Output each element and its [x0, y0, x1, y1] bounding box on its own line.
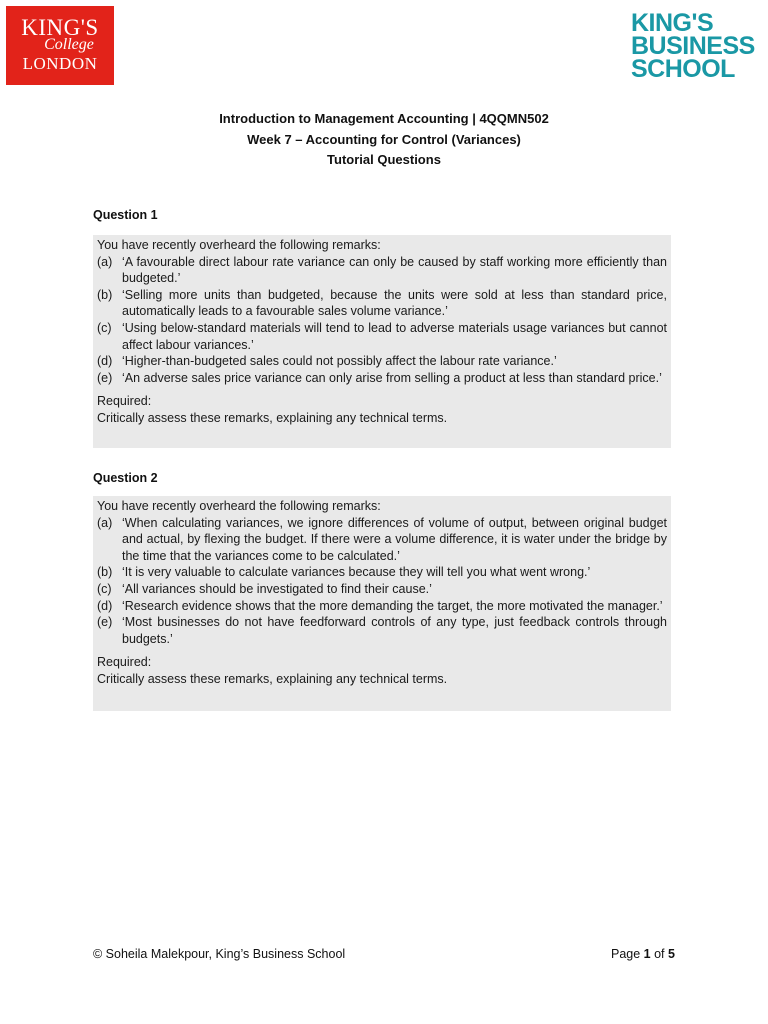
- question-1-required-heading: Required:: [97, 394, 152, 409]
- question-2-title: Question 2: [93, 471, 158, 485]
- question-2-item-e: [97, 614, 667, 647]
- item-text: ‘Using below-standard materials will tend to lead to adverse materials usage variances but cannot affect labour variances.’: [122, 320, 667, 352]
- question-1-item-c: [97, 320, 667, 353]
- question-2-item-b: [97, 564, 667, 581]
- kbs-logo-line2: BUSINESS: [631, 32, 755, 60]
- question-1-title: Question 1: [93, 208, 158, 222]
- item-text: ‘An adverse sales price variance can only arise from selling a product at less than standard price.’: [122, 370, 662, 385]
- question-2-intro: You have recently overheard the following remarks:: [97, 499, 381, 513]
- kcl-logo-line1: KING'S: [21, 15, 99, 40]
- kcl-logo-line3: LONDON: [22, 54, 98, 73]
- question-2-required-heading: Required:: [97, 655, 152, 670]
- item-text: ‘A favourable direct labour rate variance can only be caused by staff working more efficiently than budgeted.’: [122, 254, 667, 286]
- item-text: ‘When calculating variances, we ignore differences of volume of output, between original budget and actual, by flexing the budget. If there were a volume difference, it is water under the bridge by the time that the variances come to be calculated.’: [122, 515, 667, 563]
- item-label: (c): [97, 320, 112, 335]
- document-subtitle: Tutorial Questions: [327, 152, 441, 167]
- item-label: (b): [97, 565, 113, 580]
- question-2-item-a: [97, 515, 667, 565]
- item-text: ‘It is very valuable to calculate variances because they will tell you what went wrong.’: [122, 565, 591, 580]
- item-label: (d): [97, 598, 113, 613]
- question-1-item-a: [97, 254, 667, 287]
- item-label: (a): [97, 515, 113, 530]
- course-title: Introduction to Management Accounting | 4QQMN502: [219, 111, 549, 126]
- question-2-item-d: [97, 598, 667, 615]
- question-2-required-text: Critically assess these remarks, explaining any technical terms.: [97, 671, 448, 686]
- item-text: ‘All variances should be investigated to find their cause.’: [122, 581, 432, 596]
- question-1-item-b: [97, 287, 667, 320]
- footer-copyright: © Soheila Malekpour, King’s Business School: [93, 947, 346, 961]
- document-header: [0, 109, 768, 171]
- item-label: (d): [97, 354, 113, 369]
- question-2-box: [93, 496, 671, 711]
- question-2-item-c: [97, 581, 667, 598]
- page-total: 5: [668, 947, 675, 961]
- item-label: (e): [97, 370, 113, 385]
- kbs-logo-line3: SCHOOL: [631, 55, 735, 83]
- page-prefix: Page: [611, 947, 644, 961]
- footer-page-number: [611, 947, 675, 961]
- item-label: (c): [97, 581, 112, 596]
- kings-business-school-logo: [631, 9, 761, 83]
- question-1-required-text: Critically assess these remarks, explaining any technical terms.: [97, 410, 448, 425]
- question-1-item-e: [97, 370, 667, 387]
- item-label: (a): [97, 254, 113, 269]
- question-1-box: [93, 235, 671, 448]
- kcl-logo-line2: College: [44, 36, 94, 53]
- kbs-logo-line1: KING'S: [631, 9, 714, 37]
- question-1-intro: You have recently overheard the following remarks:: [97, 238, 381, 252]
- question-1-item-d: [97, 353, 667, 370]
- page-current: 1: [643, 947, 651, 961]
- item-text: ‘Higher-than-budgeted sales could not possibly affect the labour rate variance.’: [122, 354, 557, 369]
- item-label: (e): [97, 615, 113, 630]
- item-text: ‘Most businesses do not have feedforward controls of any type, just feedback controls through budgets.’: [122, 615, 667, 646]
- item-label: (b): [97, 287, 113, 302]
- week-title: Week 7 – Accounting for Control (Variances): [247, 131, 521, 147]
- kings-college-london-logo: [6, 6, 114, 85]
- page-of: of: [650, 947, 668, 961]
- item-text: ‘Selling more units than budgeted, because the units were sold at less than standard price, automatically leads to a favourable sales volume variance.’: [122, 287, 667, 319]
- item-text: ‘Research evidence shows that the more demanding the target, the more motivated the manager.’: [122, 598, 663, 613]
